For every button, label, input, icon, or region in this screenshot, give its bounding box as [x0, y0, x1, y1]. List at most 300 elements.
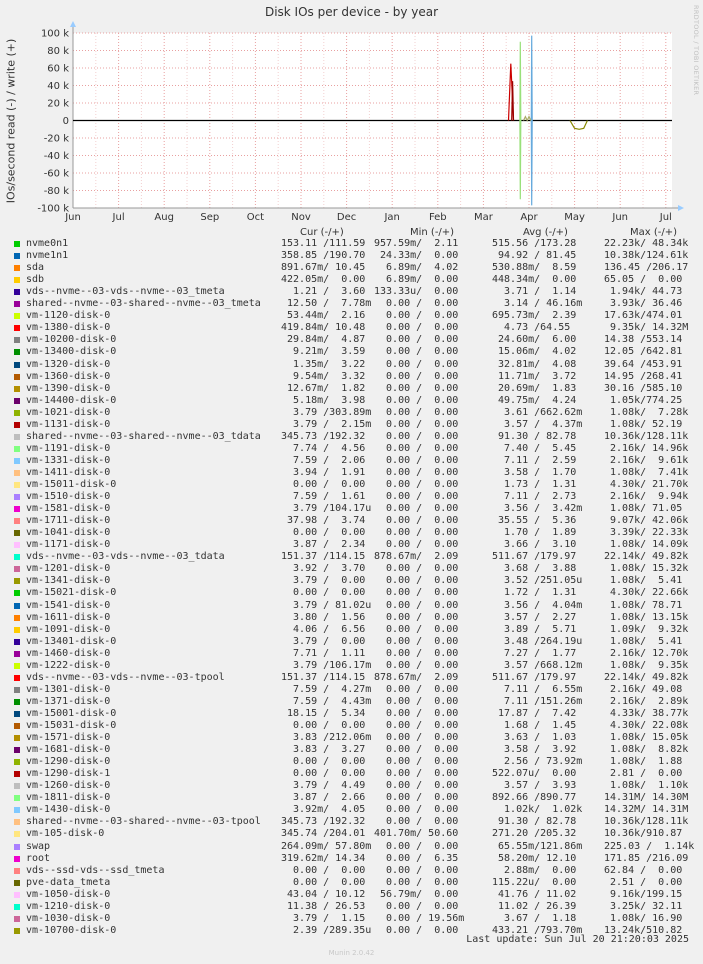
legend-avg: 3.68 / 3.88 — [492, 563, 577, 575]
legend-max: 1.08k/ 16.90 — [604, 912, 683, 924]
legend-cur: 345.73 /192.32 — [281, 430, 366, 442]
legend-row — [0, 804, 703, 816]
legend-max: 1.08k/ 14.09k — [604, 539, 689, 551]
legend-avg: 1.02k/ 1.02k — [492, 804, 583, 816]
legend-avg: 3.57 / 2.27 — [492, 611, 577, 623]
legend-cur: 43.04 / 10.12 — [281, 888, 366, 900]
legend-cur: 9.54m/ 3.32 — [281, 370, 366, 382]
legend-max: 10.36k/128.11k — [604, 816, 689, 828]
legend-row — [0, 660, 703, 672]
legend-row — [0, 744, 703, 756]
legend-min: 0.00 / 0.00 — [374, 864, 459, 876]
legend-avg: 3.14 / 46.16m — [492, 298, 583, 310]
y-tick-label: 80 k — [47, 46, 69, 57]
legend-min: 0.00 / 0.00 — [374, 611, 459, 623]
x-tick-label: Aug — [154, 212, 174, 223]
legend-max: 1.08k/ 5.41 — [604, 635, 683, 647]
legend-swatch — [14, 627, 20, 633]
legend-avg: 15.06m/ 4.02 — [492, 346, 577, 358]
legend-min: 0.00 / 0.00 — [374, 382, 459, 394]
legend-name: vm-1222-disk-0 — [26, 659, 111, 671]
x-tick-label: Jun — [612, 212, 629, 223]
legend-name: vm-1260-disk-0 — [26, 780, 111, 792]
legend-cur: 3.79 / 0.00 — [281, 575, 366, 587]
legend-cur: 3.79 /303.89m — [281, 406, 372, 418]
legend-avg: 448.34m/ 0.00 — [492, 274, 577, 286]
legend-row — [0, 395, 703, 407]
y-tick-label: -40 k — [43, 151, 69, 162]
legend-swatch — [14, 542, 20, 548]
legend-name: vm-1371-disk-0 — [26, 695, 111, 707]
legend-avg: 7.11 / 2.73 — [492, 491, 577, 503]
legend-cur: 422.05m/ 0.00 — [281, 274, 366, 286]
legend-max: 22.14k/ 49.82k — [604, 671, 689, 683]
legend-avg: 1.73 / 1.31 — [492, 479, 577, 490]
legend-min: 0.00 / 0.00 — [374, 515, 459, 527]
legend-row — [0, 612, 703, 624]
legend-avg: 49.75m/ 4.24 — [492, 394, 577, 406]
legend-max: 2.16k/ 9.61k — [604, 454, 689, 466]
legend-name: vm-1380-disk-0 — [26, 322, 111, 334]
legend-min: 0.00 / 0.00 — [374, 876, 459, 888]
legend-max: 1.94k/ 44.73 — [604, 286, 683, 298]
y-tick-label: 20 k — [47, 98, 69, 110]
legend-swatch — [14, 289, 20, 295]
legend-min: 0.00 / 0.00 — [374, 298, 459, 310]
legend-cur: 345.74 /204.01 — [281, 828, 366, 840]
y-tick-label: -20 k — [43, 133, 69, 145]
y-tick-label: 40 k — [47, 81, 69, 92]
legend-min: 0.00 / 0.00 — [374, 816, 459, 828]
legend-cur: 0.00 / 0.00 — [281, 864, 366, 876]
legend-cur: 891.67m/ 10.45 — [281, 262, 366, 274]
legend-name: vm-1041-disk-0 — [26, 527, 111, 539]
legend-min: 0.00 / 0.00 — [374, 406, 459, 418]
legend-max: 10.36k/128.11k — [604, 430, 689, 442]
legend-min: 0.00 / 0.00 — [374, 430, 459, 442]
legend-name: vm-15031-disk-0 — [26, 720, 117, 731]
legend-name: vm-1331-disk-0 — [26, 454, 111, 466]
legend-row — [0, 563, 703, 575]
legend-max: 1.08k/ 15.32k — [604, 563, 689, 575]
legend-row — [0, 443, 703, 455]
legend-cur: 3.80 / 1.56 — [281, 611, 366, 623]
legend-row — [0, 371, 703, 383]
legend-swatch — [14, 241, 20, 247]
legend-max: 1.08k/ 71.05 — [604, 503, 683, 515]
legend-max: 1.08k/ 5.41 — [604, 575, 683, 587]
legend-max: 4.30k/ 22.66k — [604, 587, 689, 599]
legend-row — [0, 672, 703, 684]
legend-name: vm-1290-disk-1 — [26, 768, 111, 780]
legend-max: 13.24k/510.82 — [604, 924, 683, 936]
legend-min: 0.00 / 0.00 — [374, 527, 459, 539]
legend-avg: 3.56 / 3.42m — [492, 503, 583, 515]
legend-swatch — [14, 362, 20, 368]
legend-cur: 319.62m/ 14.34 — [281, 852, 366, 864]
legend-swatch — [14, 253, 20, 259]
legend-name: vm-1120-disk-0 — [26, 310, 111, 322]
y-tick-label: -100 k — [37, 203, 69, 215]
legend-min: 6.89m/ 0.00 — [374, 274, 459, 286]
legend-max: 10.38k/124.61k — [604, 250, 689, 262]
legend-max: 14.32M/ 14.31M — [604, 804, 689, 816]
legend-row — [0, 768, 703, 780]
legend-avg: 58.20m/ 12.10 — [492, 852, 577, 864]
legend-cur: 7.59 / 1.61 — [281, 491, 366, 503]
col-header-cur: Cur (-/+) — [300, 227, 344, 238]
legend-max: 2.81 / 0.00 — [604, 768, 683, 780]
legend-max: 39.64 /453.91 — [604, 358, 683, 370]
legend-max: 9.35k/ 14.32M — [604, 322, 689, 334]
legend-swatch — [14, 313, 20, 319]
legend-row — [0, 780, 703, 792]
legend-max: 2.16k/ 49.08 — [604, 683, 683, 695]
legend-min: 6.89m/ 4.02 — [374, 262, 459, 274]
legend-avg: 91.30 / 82.78 — [492, 816, 577, 828]
legend-name: vds--nvme--03-vds--nvme--03-tpool — [26, 671, 225, 683]
legend-name: vm-1460-disk-0 — [26, 647, 111, 659]
legend-cur: 3.79 / 1.15 — [281, 912, 366, 924]
legend-cur: 0.00 / 0.00 — [281, 479, 366, 490]
legend-avg: 65.55m/121.86m — [492, 840, 583, 852]
legend-max: 1.08k/ 15.05k — [604, 732, 689, 744]
legend-row — [0, 816, 703, 828]
x-tick-label: Jul — [659, 212, 672, 223]
series-line — [520, 42, 521, 121]
col-header-min: Min (-/+) — [410, 227, 455, 238]
legend-name: vm-1171-disk-0 — [26, 539, 111, 551]
legend-swatch — [14, 675, 20, 681]
legend-name: vm-1411-disk-0 — [26, 466, 111, 478]
legend-min: 56.79m/ 0.00 — [374, 888, 459, 900]
legend-avg: 695.73m/ 2.39 — [492, 310, 577, 322]
legend-name: vm-1290-disk-0 — [26, 756, 111, 768]
legend-avg: 17.87 / 7.42 — [492, 707, 577, 719]
legend-avg: 7.11 / 2.59 — [492, 454, 577, 466]
y-tick-label: 60 k — [47, 63, 69, 75]
legend-min: 0.00 / 0.00 — [374, 840, 459, 852]
legend-row — [0, 431, 703, 443]
legend-avg: 3.57 /668.12m — [492, 659, 583, 671]
legend-max: 4.33k/ 38.77k — [604, 707, 689, 719]
legend-swatch — [14, 434, 20, 440]
legend-name: vm-1510-disk-0 — [26, 491, 111, 503]
legend-min: 24.33m/ 0.00 — [374, 250, 459, 262]
legend-avg: 3.58 / 1.70 — [492, 466, 577, 478]
legend-row — [0, 853, 703, 865]
legend-cur: 3.79 / 2.15m — [281, 418, 372, 430]
series-line — [520, 121, 521, 200]
legend-swatch — [14, 904, 20, 910]
x-tick-label: Jun — [65, 212, 81, 223]
legend-name: vm-1201-disk-0 — [26, 563, 111, 575]
legend-avg: 3.57 / 3.93 — [492, 780, 577, 792]
legend-max: 136.45 /206.17 — [604, 262, 689, 274]
legend-row — [0, 503, 703, 515]
legend-name: vm-1611-disk-0 — [26, 611, 111, 623]
legend-avg: 3.89 / 5.71 — [492, 623, 577, 635]
legend-min: 0.00 / 0.00 — [374, 346, 459, 358]
legend-swatch — [14, 603, 20, 609]
x-tick-label: Jul — [112, 212, 125, 223]
legend-swatch — [14, 735, 20, 741]
legend-swatch — [14, 277, 20, 283]
legend-row — [0, 322, 703, 334]
legend-cur: 151.37 /114.15 — [281, 671, 366, 683]
legend-max: 4.30k/ 22.08k — [604, 720, 689, 731]
legend-cur: 37.98 / 3.74 — [281, 515, 366, 527]
legend-cur: 3.83 / 3.27 — [281, 744, 366, 756]
legend-swatch — [14, 795, 20, 801]
legend-max: 3.25k/ 32.11 — [604, 900, 683, 912]
legend-avg: 7.11 / 6.55m — [492, 683, 583, 695]
legend-cur: 0.00 / 0.00 — [281, 876, 366, 888]
plot-area — [0, 0, 703, 230]
legend-cur: 153.11 /111.59 — [281, 238, 366, 249]
legend-swatch — [14, 856, 20, 862]
legend-max: 14.95 /268.41 — [604, 370, 683, 382]
legend-avg: 511.67 /179.97 — [492, 671, 577, 683]
legend-row — [0, 274, 703, 286]
legend-name: vm-105-disk-0 — [26, 828, 105, 840]
legend-swatch — [14, 831, 20, 837]
legend-swatch — [14, 928, 20, 934]
legend-min: 0.00 / 0.00 — [374, 370, 459, 382]
legend-max: 22.14k/ 49.82k — [604, 551, 689, 563]
legend-swatch — [14, 470, 20, 476]
x-tick-label: Dec — [336, 212, 357, 223]
legend-cur: 0.00 / 0.00 — [281, 768, 366, 780]
legend-min: 0.00 / 0.00 — [374, 563, 459, 575]
legend-swatch — [14, 494, 20, 500]
legend-cur: 0.00 / 0.00 — [281, 527, 366, 539]
legend-max: 1.08k/ 8.82k — [604, 744, 689, 756]
legend-name: vm-1581-disk-0 — [26, 503, 111, 515]
legend-name: vm-1541-disk-0 — [26, 599, 111, 611]
legend-swatch — [14, 386, 20, 392]
x-tick-label: Sep — [200, 212, 220, 223]
legend-avg: 91.30 / 82.78 — [492, 430, 577, 442]
legend-avg: 3.67 / 1.18 — [492, 912, 577, 924]
col-header-avg: Avg (-/+) — [523, 227, 568, 238]
legend-min: 0.00 / 0.00 — [374, 647, 459, 659]
legend-swatch — [14, 807, 20, 813]
x-tick-label: Jan — [384, 212, 400, 223]
legend-row — [0, 455, 703, 467]
legend-swatch — [14, 844, 20, 850]
legend-cur: 1.21 / 3.60 — [281, 286, 366, 298]
legend-cur: 18.15 / 5.34 — [281, 707, 366, 719]
legend-min: 0.00 / 0.00 — [374, 768, 459, 780]
series-line — [531, 121, 532, 206]
legend-name: vm-1341-disk-0 — [26, 575, 111, 587]
legend-row — [0, 889, 703, 901]
legend-swatch — [14, 398, 20, 404]
legend-max: 14.38 /553.14 — [604, 334, 683, 346]
legend-swatch — [14, 554, 20, 560]
legend-avg: 3.57 / 4.37m — [492, 418, 583, 430]
legend-cur: 3.79 /104.17u — [281, 503, 372, 515]
legend-cur: 0.00 / 0.00 — [281, 720, 366, 731]
legend-cur: 7.74 / 4.56 — [281, 442, 366, 454]
legend-avg: 2.56 / 73.92m — [492, 756, 583, 768]
legend-avg: 3.71 / 1.14 — [492, 286, 577, 298]
legend-avg: 271.20 /205.32 — [492, 828, 577, 840]
legend-name: vm-1050-disk-0 — [26, 888, 111, 900]
legend-cur: 3.83 /212.06m — [281, 732, 372, 744]
legend-cur: 7.59 / 2.06 — [281, 454, 366, 466]
legend-max: 3.93k/ 36.46 — [604, 298, 683, 310]
legend-cur: 1.35m/ 3.22 — [281, 358, 366, 370]
legend-avg: 3.52 /251.05u — [492, 575, 583, 587]
legend-swatch — [14, 446, 20, 452]
x-axis-arrow — [678, 205, 684, 211]
legend-min: 0.00 / 0.00 — [374, 479, 459, 490]
legend-swatch — [14, 374, 20, 380]
legend-min: 0.00 / 0.00 — [374, 575, 459, 587]
legend-row — [0, 238, 703, 250]
legend-name: vm-1210-disk-0 — [26, 900, 111, 912]
legend-max: 62.84 / 0.00 — [604, 864, 683, 876]
legend-cur: 0.00 / 0.00 — [281, 756, 366, 768]
legend-name: vds--nvme--03-vds--nvme--03_tmeta — [26, 286, 225, 298]
legend-swatch — [14, 819, 20, 825]
legend-row — [0, 551, 703, 563]
legend-cur: 12.50 / 7.78m — [281, 298, 372, 310]
legend-avg: 1.72 / 1.31 — [492, 587, 577, 599]
legend-max: 1.08k/ 13.15k — [604, 611, 689, 623]
legend-name: nvme1n1 — [26, 250, 69, 262]
legend-row — [0, 515, 703, 527]
x-tick-label: May — [564, 212, 585, 223]
legend-min: 957.59m/ 2.11 — [374, 238, 459, 249]
legend-min: 0.00 / 0.00 — [374, 707, 459, 719]
legend-swatch — [14, 687, 20, 693]
legend-swatch — [14, 868, 20, 874]
legend-min: 0.00 / 0.00 — [374, 322, 459, 334]
legend-min: 0.00 / 0.00 — [374, 442, 459, 454]
legend-swatch — [14, 337, 20, 343]
legend-row — [0, 419, 703, 431]
legend-cur: 7.71 / 1.11 — [281, 647, 366, 659]
legend-min: 0.00 / 0.00 — [374, 732, 459, 744]
legend-swatch — [14, 747, 20, 753]
legend-swatch — [14, 699, 20, 705]
legend-cur: 53.44m/ 2.16 — [281, 310, 366, 322]
legend-row — [0, 696, 703, 708]
legend-avg: 24.60m/ 6.00 — [492, 334, 577, 346]
legend-avg: 32.81m/ 4.08 — [492, 358, 577, 370]
legend-row — [0, 298, 703, 310]
legend-min: 0.00 / 0.00 — [374, 418, 459, 430]
legend-swatch — [14, 723, 20, 729]
legend-swatch — [14, 349, 20, 355]
legend-name: vm-14400-disk-0 — [26, 394, 117, 406]
legend-row — [0, 527, 703, 539]
legend-cur: 3.92m/ 4.05 — [281, 804, 366, 816]
legend-min: 0.00 / 0.00 — [374, 744, 459, 756]
legend-min: 0.00 / 0.00 — [374, 804, 459, 816]
x-tick-label: Apr — [520, 212, 538, 223]
legend-cur: 264.09m/ 57.80m — [281, 840, 372, 852]
legend-swatch — [14, 458, 20, 464]
legend-row — [0, 539, 703, 551]
legend-row — [0, 720, 703, 732]
legend-min: 401.70m/ 50.60 — [374, 828, 459, 840]
legend-min: 878.67m/ 2.09 — [374, 671, 459, 683]
legend-min: 0.00 / 0.00 — [374, 491, 459, 503]
legend-min: 0.00 / 0.00 — [374, 503, 459, 515]
legend-name: sda — [26, 262, 45, 274]
legend-row — [0, 732, 703, 744]
legend-min: 0.00 / 0.00 — [374, 310, 459, 322]
legend-name: pve-data_tmeta — [26, 876, 111, 888]
legend-row — [0, 600, 703, 612]
legend-swatch — [14, 422, 20, 428]
legend-cur: 3.79 / 0.00 — [281, 635, 366, 647]
legend-swatch — [14, 482, 20, 488]
legend-min: 0.00 / 0.00 — [374, 780, 459, 792]
x-tick-label: Nov — [291, 212, 311, 223]
legend-name: vm-1301-disk-0 — [26, 683, 111, 695]
legend-name: root — [26, 852, 51, 864]
legend-swatch — [14, 325, 20, 331]
legend-name: vm-1320-disk-0 — [26, 358, 111, 370]
legend-min: 0.00 / 0.00 — [374, 466, 459, 478]
legend-cur: 9.21m/ 3.59 — [281, 346, 366, 358]
y-tick-label: 100 k — [40, 28, 69, 40]
legend-min: 133.33u/ 0.00 — [374, 286, 459, 298]
legend-min: 0.00 / 0.00 — [374, 659, 459, 671]
legend-min: 0.00 / 0.00 — [374, 334, 459, 346]
legend-cur: 12.67m/ 1.82 — [281, 382, 366, 394]
legend-max: 14.31M/ 14.30M — [604, 792, 689, 804]
legend-max: 1.09k/ 9.32k — [604, 623, 689, 635]
legend-row — [0, 913, 703, 925]
legend-cur: 419.84m/ 10.48 — [281, 322, 366, 334]
legend-max: 2.16k/ 12.70k — [604, 647, 689, 659]
legend-name: vm-1571-disk-0 — [26, 732, 111, 744]
legend-min: 0.00 / 0.00 — [374, 394, 459, 406]
legend-row — [0, 575, 703, 587]
legend-cur: 3.79 / 4.49 — [281, 780, 366, 792]
legend-row — [0, 684, 703, 696]
legend-swatch — [14, 506, 20, 512]
legend-avg: 11.71m/ 3.72 — [492, 370, 577, 382]
legend-swatch — [14, 880, 20, 886]
legend-min: 0.00 / 0.00 — [374, 683, 459, 695]
legend-min: 0.00 / 0.00 — [374, 720, 459, 731]
legend-max: 1.05k/774.25 — [604, 394, 683, 406]
legend-avg: 530.88m/ 8.59 — [492, 262, 577, 274]
legend-min: 0.00 / 0.00 — [374, 756, 459, 768]
legend-name: vm-1021-disk-0 — [26, 406, 111, 418]
x-tick-label: Mar — [473, 212, 493, 223]
legend-name: vm-1191-disk-0 — [26, 442, 111, 454]
legend-min: 0.00 / 0.00 — [374, 623, 459, 635]
legend-swatch — [14, 916, 20, 922]
legend-max: 2.16k/ 9.94k — [604, 491, 689, 503]
legend-row — [0, 346, 703, 358]
legend-name: sdb — [26, 274, 45, 286]
legend-row — [0, 865, 703, 877]
legend-cur: 11.38 / 26.53 — [281, 900, 366, 912]
legend-name: vds--ssd-vds--ssd_tmeta — [26, 864, 165, 876]
y-tick-label: -60 k — [43, 168, 69, 180]
legend-cur: 151.37 /114.15 — [281, 551, 366, 563]
legend-name: vm-13401-disk-0 — [26, 635, 117, 647]
